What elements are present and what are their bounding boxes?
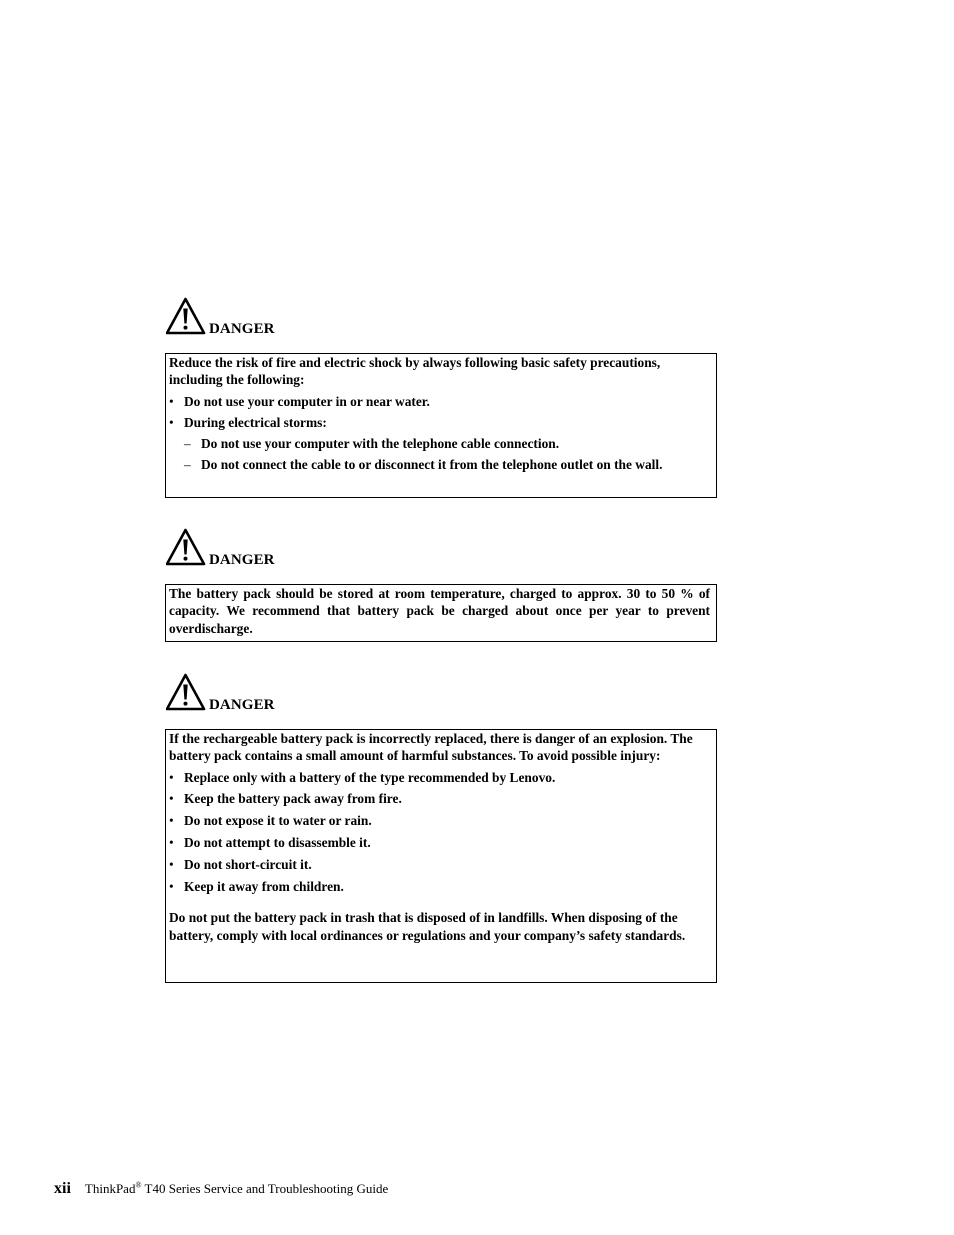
list-item <box>169 790 710 807</box>
sub-list-item <box>169 456 710 473</box>
list-item <box>169 414 710 431</box>
dash-icon: – <box>184 457 191 473</box>
page-number: xii <box>54 1180 71 1197</box>
list-item <box>169 878 710 895</box>
bullet-icon: • <box>169 857 174 873</box>
list-item-text: Do not use your computer in or near water. <box>184 393 430 409</box>
trademark-symbol: ® <box>135 1180 142 1190</box>
danger-title: DANGER <box>209 321 275 337</box>
dash-icon: – <box>184 436 191 452</box>
list-item <box>169 856 710 873</box>
bullet-icon: • <box>169 879 174 895</box>
list-item-text: During electrical storms: <box>184 414 327 430</box>
bullet-icon: • <box>169 835 174 851</box>
danger-list <box>169 393 710 474</box>
list-item <box>169 393 710 410</box>
footer-brand: ThinkPad <box>84 1181 136 1196</box>
danger-text: The battery pack should be stored at room temperature, charged to approx. 30 to 50 % of capacity. We recommend that battery pack be charged about once per year to prevent overdischarge. <box>169 586 710 636</box>
list-item-text: Keep the battery pack away from fire. <box>184 791 402 807</box>
sub-list-item <box>169 435 710 452</box>
list-item <box>169 834 710 851</box>
danger-intro: Reduce the risk of fire and electric shock by always following basic safety precautions, including the following: <box>169 355 661 388</box>
list-item-text: Keep it away from children. <box>184 879 344 895</box>
page-footer <box>54 1180 388 1198</box>
danger-intro: If the rechargeable battery pack is incorrectly replaced, there is danger of an explosion. The battery pack contains a small amount of harmful substances. To avoid possible injury: <box>169 731 693 764</box>
list-item-text: Do not attempt to disassemble it. <box>184 835 371 851</box>
bullet-icon: • <box>169 791 174 807</box>
footer-title: T40 Series Service and Troubleshooting Guide <box>141 1181 389 1196</box>
list-item <box>169 769 710 786</box>
danger-box-3 <box>165 729 717 983</box>
list-item <box>169 812 710 829</box>
danger-title: DANGER <box>209 552 275 568</box>
list-item-text: Do not short-circuit it. <box>184 857 312 873</box>
danger-title: DANGER <box>209 697 275 713</box>
danger-closing: Do not put the battery pack in trash that is disposed of in landfills. When disposing of the battery, comply with local ordinances or regulations and your company’s safety standards. <box>169 910 686 943</box>
danger-box-1 <box>165 353 717 498</box>
warning-triangle-icon <box>166 297 206 335</box>
bullet-icon: • <box>169 813 174 829</box>
danger-box-2 <box>165 584 717 642</box>
list-item-text: Replace only with a battery of the type recommended by Lenovo. <box>184 769 556 785</box>
bullet-icon: • <box>169 414 174 430</box>
list-item-text: Do not use your computer with the telephone cable connection. <box>201 436 560 452</box>
danger-list <box>169 769 710 896</box>
warning-triangle-icon <box>166 673 206 711</box>
bullet-icon: • <box>169 393 174 409</box>
list-item-text: Do not connect the cable to or disconnect it from the telephone outlet on the wall. <box>201 457 663 473</box>
warning-triangle-icon <box>166 528 206 566</box>
bullet-icon: • <box>169 769 174 785</box>
list-item-text: Do not expose it to water or rain. <box>184 813 372 829</box>
